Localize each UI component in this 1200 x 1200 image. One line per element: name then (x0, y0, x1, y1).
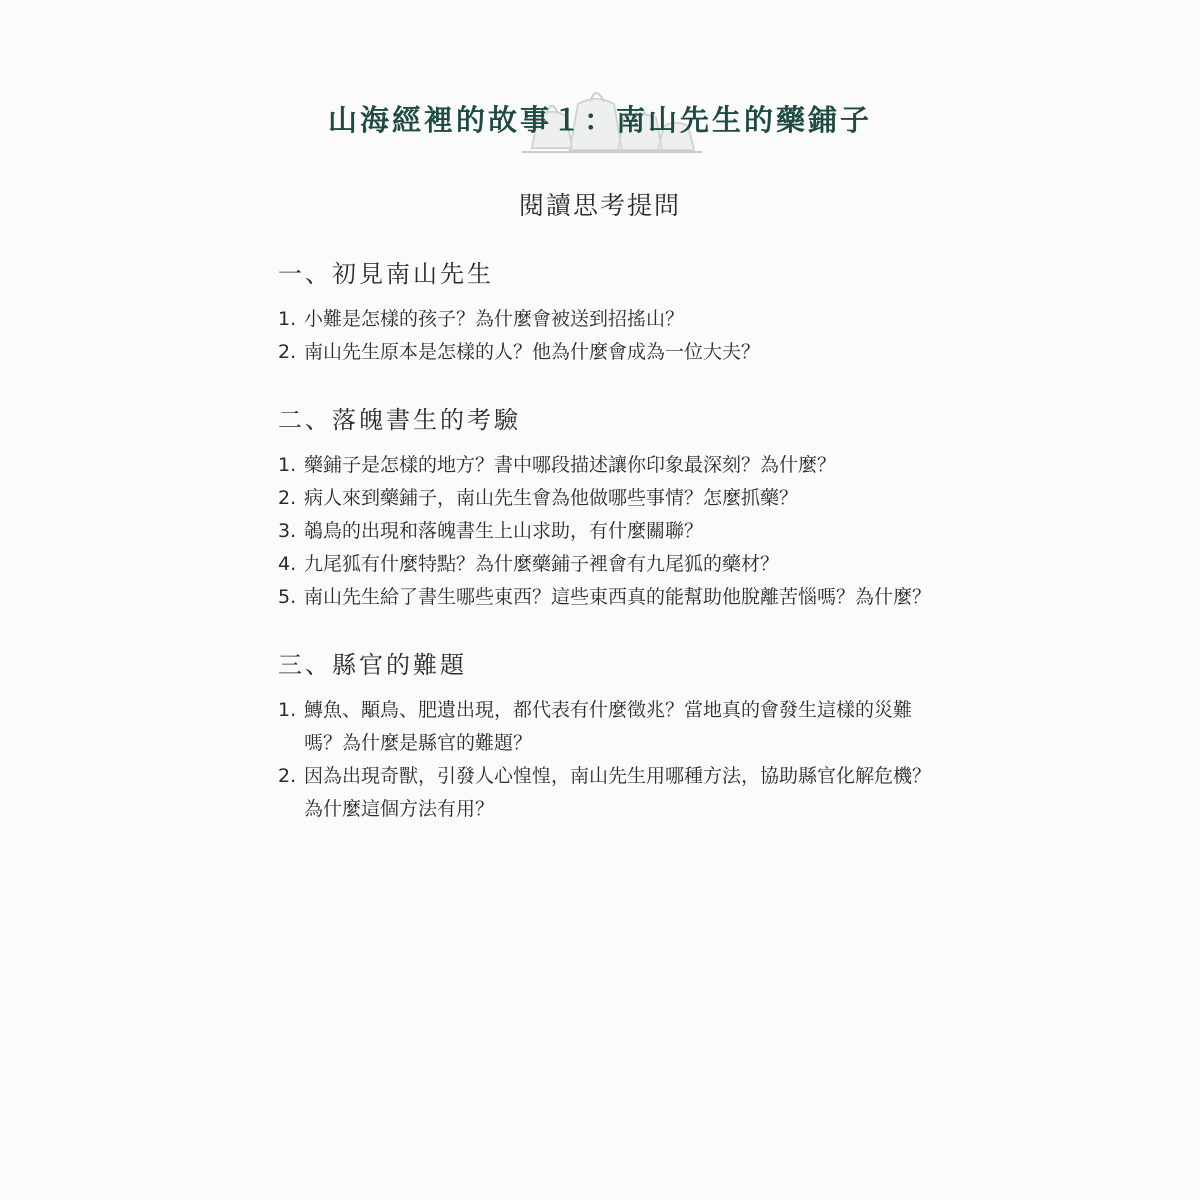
section-2 (278, 401, 938, 614)
question-number: 1. (278, 308, 297, 330)
question-text: 南山先生給了書生哪些東西？這些東西真的能幫助他脫離苦惱嗎？為什麼？ (304, 586, 932, 608)
section-3 (278, 646, 938, 826)
question-number: 2. (278, 341, 297, 363)
question-number: 5. (278, 586, 297, 608)
section-title: 三、縣官的難題 (278, 651, 467, 679)
section-title: 二、落魄書生的考驗 (278, 406, 521, 434)
question-item (278, 336, 938, 369)
question-text: 鵸鳥的出現和落魄書生上山求助，有什麼關聯？ (304, 520, 704, 542)
question-item (278, 760, 938, 826)
question-item (278, 694, 938, 760)
question-list (278, 303, 938, 369)
question-list (278, 694, 938, 826)
question-number: 3. (278, 520, 297, 542)
question-text: 九尾狐有什麼特點？為什麼藥鋪子裡會有九尾狐的藥材？ (304, 553, 780, 575)
question-number: 1. (278, 699, 297, 721)
question-number: 1. (278, 454, 297, 476)
question-text: 因為出現奇獸，引發人心惶惶，南山先生用哪種方法，協助縣官化解危機？為什麼這個方法有用？ (304, 765, 932, 820)
question-number: 2. (278, 487, 297, 509)
question-text: 小難是怎樣的孩子？為什麼會被送到招搖山？ (304, 308, 685, 330)
questions-content (278, 255, 938, 858)
document-title: 山海經裡的故事１：南山先生的藥鋪子 (327, 103, 872, 137)
section-1 (278, 255, 938, 369)
question-text: 鱄魚、顒鳥、肥遺出現，都代表有什麼徵兆？當地真的會發生這樣的災難嗎？為什麼是縣官的難題？ (304, 699, 913, 754)
title-area (0, 78, 1200, 168)
question-number: 4. (278, 553, 297, 575)
question-item (278, 581, 938, 614)
question-item (278, 548, 938, 581)
question-text: 病人來到藥鋪子，南山先生會為他做哪些事情？怎麼抓藥？ (304, 487, 799, 509)
document-subtitle: 閱讀思考提問 (518, 191, 681, 220)
question-item (278, 515, 938, 548)
question-text: 南山先生原本是怎樣的人？他為什麼會成為一位大夫？ (304, 341, 761, 363)
question-number: 2. (278, 765, 297, 787)
section-title: 一、初見南山先生 (278, 260, 494, 288)
question-item (278, 303, 938, 336)
question-item (278, 482, 938, 515)
question-list (278, 449, 938, 614)
question-text: 藥鋪子是怎樣的地方？書中哪段描述讓你印象最深刻？為什麼？ (304, 454, 837, 476)
question-item (278, 449, 938, 482)
